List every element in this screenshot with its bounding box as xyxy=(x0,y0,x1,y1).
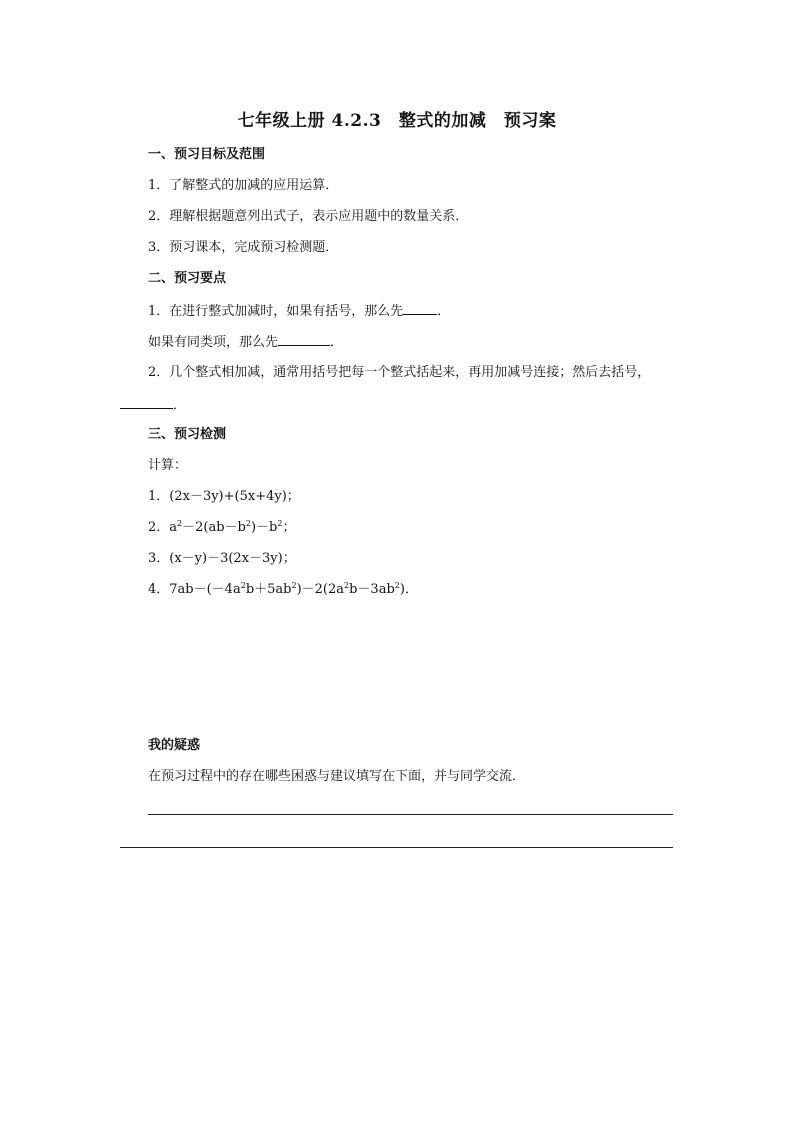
ex4-exp-1: 2 xyxy=(240,581,246,590)
page-title: 七年级上册 4.2.3 整式的加减 预习案 xyxy=(237,111,557,131)
point1-line-a xyxy=(148,301,450,321)
exercise-1: 1．(2x－3y)+(5x+4y)； xyxy=(148,489,300,504)
point1b-end: ． xyxy=(330,335,344,350)
point2-line-b xyxy=(120,395,186,415)
point2-text: 2．几个整式相加减，通常用括号把每一个整式括起来，再用加减号连接；然后去括号， xyxy=(148,365,651,380)
ex2-exp-3: 2 xyxy=(277,519,283,528)
exercise-2 xyxy=(148,519,295,537)
ex4-part-b: b＋5ab xyxy=(245,582,292,597)
ex2-exp-2: 2 xyxy=(245,519,251,528)
point1b-text: 如果有同类项，那么先 xyxy=(148,335,279,350)
ex2-exp-1: 2 xyxy=(177,519,183,528)
section1-item-2: 2．理解根据题意列出式子，表示应用题中的数量关系． xyxy=(148,209,469,224)
doubts-text: 在预习过程中的存在哪些困惑与建议填写在下面，并与同学交流． xyxy=(148,769,526,784)
ex4-exp-2: 2 xyxy=(291,581,297,590)
point1-text: 1．在进行整式加减时，如果有括号，那么先 xyxy=(148,304,404,319)
ex2-part-c: )－b xyxy=(250,520,278,535)
answer-line-1[interactable] xyxy=(148,814,673,815)
point1-line-b xyxy=(148,332,343,352)
fill-in-blank-1[interactable] xyxy=(403,301,437,315)
ex4-part-c: )－2(2a xyxy=(296,582,345,597)
ex2-part-b: －2(ab－b xyxy=(182,520,246,535)
point1-end: ． xyxy=(437,304,451,319)
point2-end: ． xyxy=(173,398,187,413)
ex4-part-a: 4．7ab－(－4a xyxy=(148,582,241,597)
section1-heading: 一、预习目标及范围 xyxy=(148,147,266,162)
ex4-part-e: )． xyxy=(399,582,418,597)
ex2-part-a: 2．a xyxy=(148,520,178,535)
ex4-exp-3: 2 xyxy=(344,581,350,590)
exercise-3: 3．(x－y)－3(2x－3y)； xyxy=(148,551,296,566)
section2-heading: 二、预习要点 xyxy=(148,271,227,286)
doubts-heading: 我的疑惑 xyxy=(148,738,201,753)
section3-intro: 计算： xyxy=(148,458,188,473)
answer-line-2[interactable] xyxy=(120,847,673,848)
ex4-part-d: b－3ab xyxy=(349,582,395,597)
section1-item-1: 1．了解整式的加减的应用运算． xyxy=(148,178,339,193)
ex4-exp-4: 2 xyxy=(394,581,400,590)
fill-in-blank-3[interactable] xyxy=(120,395,173,409)
section3-heading: 三、预习检测 xyxy=(148,427,227,442)
ex2-part-d: ； xyxy=(282,520,296,535)
fill-in-blank-2[interactable] xyxy=(278,332,330,346)
exercise-4 xyxy=(148,581,418,599)
section1-item-3: 3．预习课本，完成预习检测题． xyxy=(148,240,339,255)
